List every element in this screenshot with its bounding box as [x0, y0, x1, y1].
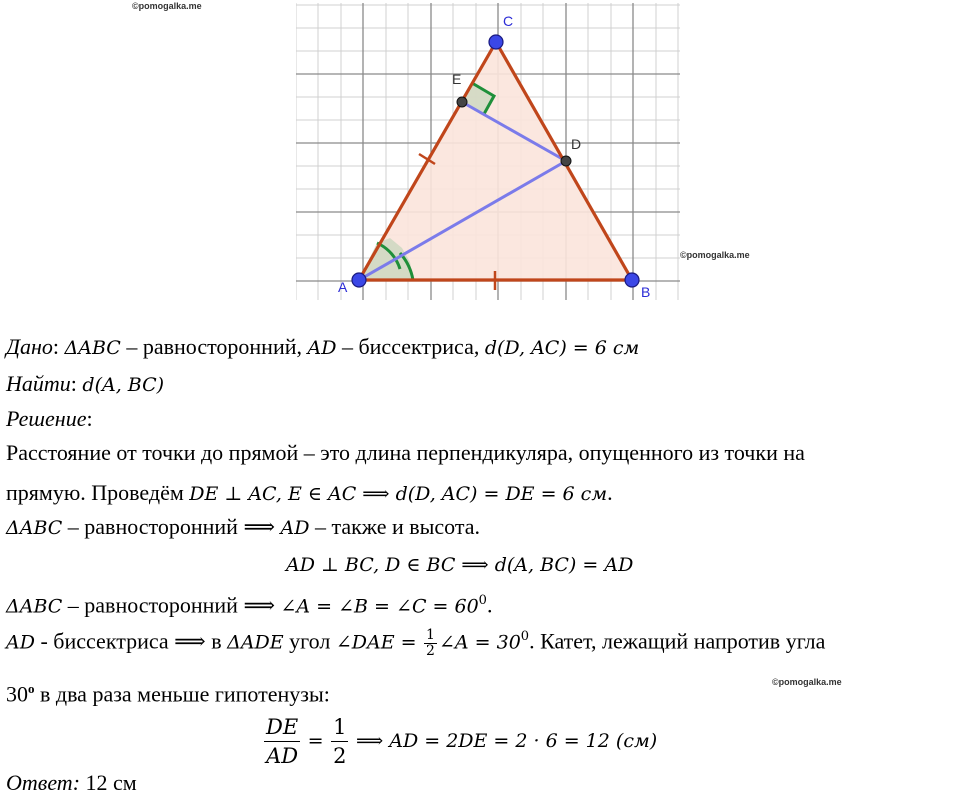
- fraction-one-half: $\frac{1}{2}$: [426, 626, 435, 659]
- paragraph-2: ΔABC – равносторонний ⟹ AD – также и высота.: [6, 514, 481, 539]
- watermark-top-left: ©pomogalka.me: [132, 1, 202, 11]
- paragraph-5: AD - биссектриса ⟹ в ΔADE угол ∠DAE = $\frac{1}{2}$ ∠A = $30^0$. Катет, лежащий напротив угла: [6, 626, 826, 659]
- find-expression: d(A, BC): [82, 374, 165, 396]
- point-e: [457, 97, 467, 107]
- paragraph-6: 30$^o$ в два раза меньше гипотенузы:: [6, 681, 330, 707]
- solution-label: Решение: [6, 406, 87, 431]
- fraction-one-half-big: $\frac{1}{2}$: [333, 715, 347, 769]
- label-a: A: [338, 279, 348, 295]
- find-label: Найти: [6, 371, 71, 396]
- triangle-fill: [359, 42, 632, 280]
- fraction-de-ad: $\frac{DE}{AD}$: [266, 715, 299, 769]
- given-condition: d(D, AC) = 6 см: [484, 337, 640, 359]
- given-triangle: ΔABC: [64, 337, 121, 359]
- point-d: [561, 156, 571, 166]
- altitude-statement: AD ⊥ BC, D ∈ BC ⟹ d(A, BC) = AD: [286, 554, 634, 576]
- watermark-figure: ©pomogalka.me: [680, 250, 750, 260]
- answer-line: [6, 770, 137, 796]
- label-d: D: [571, 136, 582, 152]
- given-ad: AD: [307, 337, 337, 359]
- result-chain: ⟹ AD = 2DE = 2 · 6 = 12 (см): [355, 730, 658, 752]
- label-b: B: [641, 284, 651, 300]
- point-b: [625, 273, 639, 287]
- watermark-text: ©pomogalka.me: [772, 677, 842, 687]
- angles-statement: ∠A = ∠B = ∠C = 60: [280, 595, 479, 618]
- label-c: C: [503, 13, 514, 29]
- paragraph-3: [286, 551, 633, 578]
- paragraph-4: ΔABC – равносторонний ⟹ ∠A = ∠B = ∠C = $60^0$.: [6, 592, 493, 618]
- paragraph-1-line-1: Расстояние от точки до прямой – это длина перпендикуляра, опущенного из точки на: [6, 440, 805, 465]
- answer-value: 12 см: [80, 770, 137, 795]
- given-line: Дано: ΔABC – равносторонний, AD – биссектриса, d(D, AC) = 6 см: [6, 334, 640, 359]
- solution-line: Решение:: [6, 406, 93, 431]
- point-a: [352, 273, 366, 287]
- final-equation: $\frac{DE}{AD}$ = $\frac{1}{2}$ ⟹ AD = 2DE = 2 · 6 = 12 (см): [266, 715, 658, 769]
- paragraph-1-line-2: прямую. Проведём DE ⊥ AC, E ∈ AC ⟹ d(D, AC) = DE = 6 см.: [6, 480, 613, 505]
- perpendicular-statement: DE ⊥ AC, E ∈ AC ⟹ d(D, AC) = DE = 6 см: [189, 483, 608, 505]
- geometry-figure: [296, 0, 686, 300]
- label-e: E: [452, 71, 462, 87]
- point-c: [489, 35, 503, 49]
- find-line: Найти: d(A, BC): [6, 371, 165, 396]
- given-label: Дано: [6, 334, 53, 359]
- answer-label: Ответ:: [6, 770, 81, 795]
